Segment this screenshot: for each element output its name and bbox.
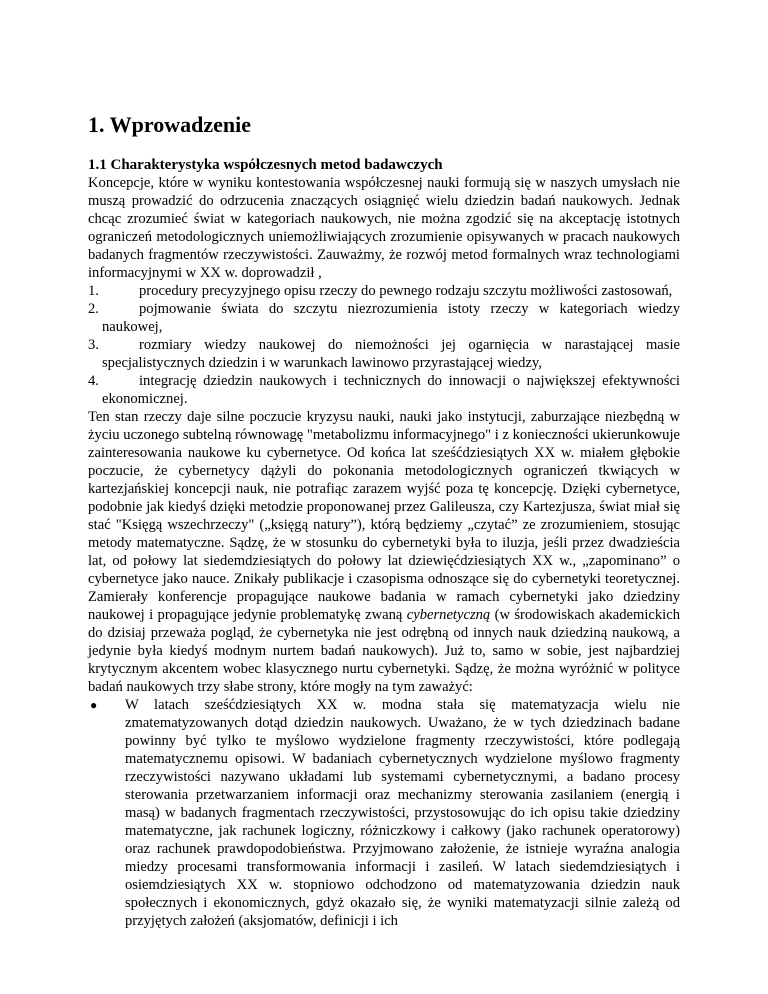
bullet-text: W latach sześćdziesiątych XX w. modna stała się matematyzacja wielu nie zmatematyzowanych dotąd dziedzin naukowych. Uważano, że w tych dziedzinach badane powinny być tylko te myślowo wydzielone fragmenty rzeczywistości, które podlegają matematycznemu opisowi. W badaniach cybernetycznych wydzielone myślowo fragmenty rzeczywistości nazywano układami lub systemami cybernetycznymi, a badano procesy sterowania przetwarzaniem informacji oraz mechanizmy sterowania zasilaniem (energią i masą) w badanych fragmentach rzeczywistości, przystosowując do ich opisu takie dziedziny matematyczne, jak rachunek logiczny, różniczkowy i całkowy (jako rachunek operatorowy) oraz rachunek prawdopodobieństwa. Przyjmowano założenie, że istnieje wyraźna analogia miedzy procesami transformowania informacji i zasileń. W latach siedemdziesiątych i osiemdziesiątych XX w. stopniowo odchodzono od matematyzowania dziedzin nauk społecznych i ekonomicznych, gdyż okazało się, że wyniki matematyzacji silnie zależą od przyjętych założeń (aksjomatów, definicji i ich bbox=[125, 697, 680, 929]
intro-paragraph: Koncepcje, które w wyniku kontestowania współczesnej nauki formują się w naszych umysłach nie muszą prowadzić do odrzucenia znaczących osiągnięć wielu dziedzin badań naukowych. Jednak chcąc zrozumieć świat w kategoriach naukowych, nie można zgodzić się na akceptację istotnych ograniczeń metodologicznych uniemożliwiających zrozumienie opisywanych w pracach naukowych badanych fragmentów rzeczywistości. Zauważmy, że rozwój metod formalnych wraz technologiami informacyjnymi w XX w. doprowadził , bbox=[88, 175, 680, 281]
list-item-2 bbox=[88, 300, 680, 336]
list-text: pojmowanie świata do szczytu niezrozumienia istoty rzeczy w kategoriach wiedzy naukowej, bbox=[102, 301, 680, 335]
list-item-1 bbox=[88, 282, 680, 300]
bullet-icon: ● bbox=[90, 698, 98, 712]
list-number: 3. bbox=[88, 337, 99, 353]
list-text: rozmiary wiedzy naukowej do niemożności jej ogarnięcia w narastającej masie specjalistycznych dziedzin i w warunkach lawinowo przyrastającej wiedzy, bbox=[102, 337, 680, 371]
list-text: procedury precyzyjnego opisu rzeczy do pewnego rodzaju szczytu możliwości zastosowań, bbox=[139, 283, 673, 299]
list-number: 1. bbox=[88, 283, 99, 299]
list-text: integrację dziedzin naukowych i technicznych do innowacji o największej efektywności ekonomicznej. bbox=[102, 373, 680, 407]
bullet-item bbox=[88, 696, 680, 930]
list-number: 4. bbox=[88, 373, 99, 389]
section-heading: 1.1 Charakterystyka współczesnych metod badawczych bbox=[88, 157, 443, 173]
body-text-part1: Ten stan rzeczy daje silne poczucie kryzysu nauki, nauki jako instytucji, zaburzające niezbędną w życiu uczonego subtelną równowagę "metabolizmu informacyjnego" i z konieczności ukierunkowuje zainteresowania naukowe ku cybernetyce. Od końca lat sześćdziesiątych XX w. miałem głębokie poczucie, że cybernetycy dążyli do pokonania metodologicznych ograniczeń tkwiących w kartezjańskiej koncepcji nauk, nie potrafiąc zarazem wyjść poza tę koncepcję. Dzięki cybernetyce, podobnie jak kiedyś dzięki metodzie proponowanej przez Galileusza, czy Kartezjusza, świat miał się stać "Księgą wszechrzeczy" („księgą natury”), którą będziemy „czytać” ze zrozumieniem, stosując metody matematyczne. Sądzę, że w stosunku do cybernetyki była to iluzja, jeśli przez dwadzieścia lat, od połowy lat siedemdziesiątych do połowy lat dziewięćdziesiątych XX w., „zapominano” o cybernetyce jako nauce. Znikały publikacje i czasopisma odnoszące się do cybernetyki teoretycznej. Zamierały konferencje propagujące naukowe badania w ramach cybernetyki jako dziedziny naukowej i propagujące jedynie problematykę zwaną bbox=[88, 409, 680, 623]
list-number: 2. bbox=[88, 301, 99, 317]
chapter-heading: 1. Wprowadzenie bbox=[88, 112, 251, 137]
body-paragraph bbox=[88, 408, 680, 696]
body-text-italic: cybernetyczną bbox=[406, 607, 491, 623]
document-content bbox=[88, 112, 680, 930]
body-text-part2: (w środowiskach akademickich do dzisiaj przeważa pogląd, że cybernetyka nie jest odrębną od innych nauk dziedziną naukową, a jedynie była kiedyś modnym nurtem badań naukowych). Już to, samo w sobie, jest najbardziej krytycznym akcentem wobec klasycznego nurtu cybernetyki. Sądzę, że można wyróżnić w polityce badań naukowych trzy słabe strony, które mogły na tym zaważyć: bbox=[88, 607, 680, 695]
list-item-4 bbox=[88, 372, 680, 408]
list-item-3 bbox=[88, 336, 680, 372]
